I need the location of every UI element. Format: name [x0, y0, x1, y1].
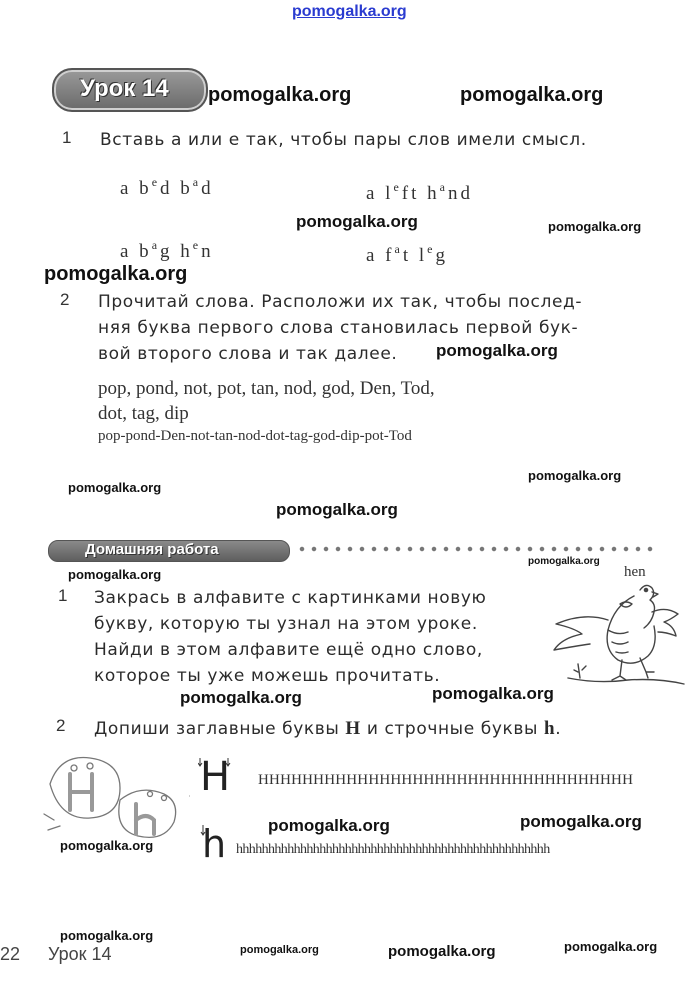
letters-illustration — [40, 744, 190, 844]
page-number: 22 — [0, 944, 21, 964]
dotted-separator — [296, 546, 656, 552]
task2-answer: pop-pond-Den-not-tan-nod-dot-tag-god-dip-pot-Tod — [98, 428, 412, 444]
watermark: pomogalka.org — [564, 939, 658, 954]
task2-line-1: Прочитай слова. Расположи их так, чтобы послед- — [98, 292, 583, 312]
watermark: pomogalka.org — [528, 556, 600, 567]
lower-h-row: hhhhhhhhhhhhhhhhhhhhhhhhhhhhhhhhhhhhhhhhhhhhhhhhh — [236, 842, 550, 857]
watermark: pomogalka.org — [388, 943, 496, 960]
hw-task1-number: 1 — [58, 586, 68, 605]
sample-upper-h: H — [200, 754, 231, 800]
watermark: pomogalka.org — [60, 928, 154, 943]
task2-words-2: dot, tag, dip — [98, 403, 189, 424]
sample-lower-h: h — [202, 822, 227, 866]
hen-illustration — [548, 560, 688, 692]
watermark: pomogalka.org — [68, 567, 162, 582]
lesson-badge — [52, 68, 208, 112]
homework-title: Домашняя работа — [85, 541, 219, 558]
watermark: pomogalka.org — [436, 341, 558, 360]
watermark: pomogalka.org — [44, 263, 188, 285]
lesson-title: Урок 14 — [80, 75, 169, 102]
watermark: pomogalka.org — [180, 688, 302, 707]
task2-line-3: вой второго слова и так далее. — [98, 344, 398, 364]
arrow-icon — [200, 824, 208, 838]
task2-number: 2 — [60, 290, 70, 309]
hw-task2-instruction: Допиши заглавные буквы H и строчные буквы h. — [94, 718, 562, 739]
hw-task1-line-2: букву, которую ты узнал на этом уроке. — [94, 614, 478, 634]
hw-task1-line-3: Найди в этом алфавите ещё одно слово, — [94, 640, 483, 660]
footer-lesson: Урок 14 — [48, 944, 112, 964]
watermark: pomogalka.org — [276, 500, 398, 519]
watermark: pomogalka.org — [240, 944, 319, 956]
task1-number: 1 — [62, 128, 72, 147]
watermark: pomogalka.org — [68, 480, 162, 495]
task1-instruction: Вставь a или e так, чтобы пары слов имели смысл. — [100, 130, 587, 150]
hw-task2-number: 2 — [56, 716, 66, 735]
task2-words-1: pop, pond, not, pot, tan, nod, god, Den, Tod, — [98, 378, 435, 399]
watermark: pomogalka.org — [460, 84, 604, 106]
arrows-icon — [198, 756, 234, 768]
hw-task1-line-4: которое ты уже можешь прочитать. — [94, 666, 441, 686]
homework-header — [48, 540, 290, 562]
hw-task1-line-1: Закрась в алфавите с картинками новую — [94, 588, 487, 608]
task1-word-1: a $b^ed$ $b^ad$ — [120, 175, 214, 199]
task1-word-4: a $f^at$ $l^eg$ — [366, 242, 448, 266]
watermark: pomogalka.org — [296, 212, 418, 231]
letter-characters-icon — [40, 744, 190, 844]
watermark-top[interactable]: pomogalka.org — [292, 3, 407, 20]
hen-label: hen — [624, 564, 646, 580]
watermark: pomogalka.org — [60, 838, 154, 853]
watermark: pomogalka.org — [268, 816, 390, 835]
watermark: pomogalka.org — [208, 84, 352, 106]
task2-line-2: няя буква первого слова становилась первой бук- — [98, 318, 579, 338]
watermark: pomogalka.org — [520, 812, 642, 831]
hen-drawing-icon — [548, 560, 688, 692]
watermark: pomogalka.org — [548, 219, 642, 234]
watermark: pomogalka.org — [528, 468, 622, 483]
task1-word-3: a $b^ag$ $h^en$ — [120, 238, 214, 262]
task1-word-2: a $l^eft$ $h^and$ — [366, 180, 473, 204]
watermark: pomogalka.org — [432, 684, 554, 703]
upper-h-row: HHHHHHHHHHHHHHHHHHHHHHHHHHHHHHHHHH — [258, 772, 634, 788]
